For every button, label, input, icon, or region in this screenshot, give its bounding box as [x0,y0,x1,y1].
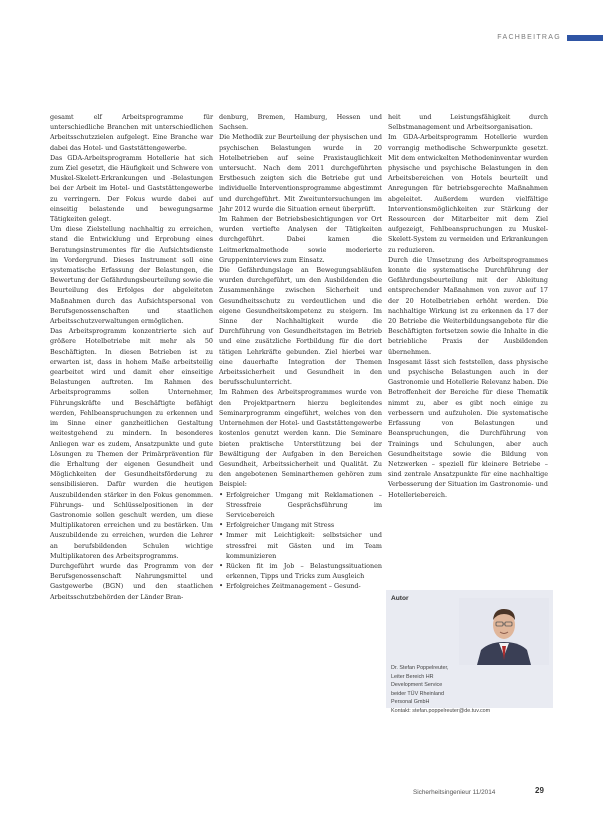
paragraph: Insgesamt lässt sich feststellen, dass physische und psychische Belastungen auch in der Gastronomie und Hotellerie Relevanz haben. Die Betroffenheit der Bereiche für diese Thematik nimmt zu, aber es gibt noch einige zu verbessern und aufzuholen. Die systematische Erfassung von Belastungen und Beanspruchungen, die Durchführung von Trainings und Schulungen, aber auch Gesundheitstage sowie die Bildung von Netzwerken – speziell für kleinere Betriebe – sind zentrale Ansatzpunkte für eine nachhaltige Verbesserung der Situation im Gastronomie- und Hotelleriebereich. [388,357,548,499]
paragraph: Durchgeführt wurde das Programm von der Berufsgenossenschaft Nahrungsmittel und Gastgewerbe (BGN) und den staatlichen Arbeitsschutzbehörden der Länder Bran- [50,561,213,601]
paragraph: Die Gefährdungslage an Bewegungsabläufen wurden durchgeführt, um den Ausbildenden die Zusammenhänge zwischen Sicherheit und Gesundheitsschutz zu verdeutlichen und die eigene Gesundheitskompetenz zu steigern. Im Sinne der Nachhaltigkeit wurde die Durchführung von Gesundheitstagen im Betrieb und eine zusätzliche Fortbildung für die dort tätigen Lehrkräfte gebunden. Ziel hierbei war eine dauerhafte Integration der Themen Arbeitssicherheit und Gesundheit in den berufsschulunterricht. [219,266,382,387]
list-item: • Erfolgreicher Umgang mit Stress [219,520,382,530]
paragraph: Um diese Zielstellung nachhaltig zu erreichen, stand die Entwicklung und Erprobung eines Beratungsinstrumentes für die Aufsichtsdienste im Vordergrund. Dieses Instrument soll eine systematische Erfassung der Belastungen, die Bewertung der Gefährdungsbeurteilung sowie die Beurteilung des Erfolges der abgeleiteten Maßnahmen durch das Aufsichtspersonal von Berufsgenossenschaften und staatlichen Arbeitsschutzverwaltungen ermöglichen. [50,225,213,326]
author-photo [459,598,549,665]
paragraph: gesamt elf Arbeitsprogramme für unterschiedliche Branchen mit unterschiedlichen Arbeitsschutzzielen aufgelegt. Eine Branche war dabei das Hotel- und Gaststättengewerbe. [50,113,213,152]
page-number: 29 [535,786,544,795]
paragraph: Das GDA-Arbeitsprogramm Hotellerie hat sich zum Ziel gesetzt, die Häufigkeit und Schwere von Muskel-Skelett-Erkrankungen und -Belastungen bei der Arbeit im Hotel- und Gaststättengewerbe zu verringern. Der Fokus wurde dabei auf einseitig belastende und bewegungsarme Tätigkeiten gelegt. [50,153,213,224]
paragraph: denburg, Bremen, Hamburg, Hessen und Sachsen. [219,113,382,132]
seminar-topics-list [219,490,382,592]
paragraph: Im Rahmen der Betriebsbesichtigungen vor Ort wurden vertiefte Analysen der Tätigkeiten durchgeführt. Dabei kamen die Leitmerkmalmethode sowie moderierte Gruppeninterviews zum Einsatz. [219,215,382,264]
paragraph: Im Rahmen des Arbeitsprogrammes wurde von den Projektpartnern hierzu begleitendes Seminarprogramm eingeführt, welches von den Unternehmen der Hotel- und Gaststättengewerbe kostenlos genutzt werden kann. Die Seminare bieten praktische Unterstützung bei der Bewältigung der Aufgaben in den Bereichen Gesundheit, Arbeitssicherheit und Qualität. Zu den angebotenen Seminarthemen gehören zum Beispiel: [219,388,382,489]
author-box [386,590,553,714]
author-line: Personal GmbH [391,699,430,706]
list-item: • Rücken fit im Job – Belastungssituationen erkennen, Tipps und Tricks zum Ausgleich [219,561,382,581]
author-heading: Autor [391,595,409,602]
paragraph: heit und Leistungsfähigkeit durch Selbstmanagement und Arbeitsorganisation. [388,113,548,132]
paragraph: Im GDA-Arbeitsprogramm Hotellerie wurden vorrangig methodische Schwerpunkte gesetzt. Mit dem entwickelten Methodeninventar wurden physische und psychische Belastungen in den Arbeitsbereichen von Hotels beurteilt und Anregungen für betriebsgerechte Maßnahmen abgeleitet. Außerdem wurden vielfältige Interventionsmöglichkeiten zur Stärkung der Ressourcen der Mitarbeiter mit dem Ziel aufgezeigt, Fehlbeanspruchungen zu Muskel-Skelett-System zu vermeiden und Erkrankungen zu reduzieren. [388,133,548,254]
author-email[interactable]: Kontakt: stefan.poppelreuter@de.tuv.com [391,707,491,714]
section-label: FACHBEITRAG [497,34,561,41]
list-item: • Immer mit Leichtigkeit: selbstsicher und stressfrei mit Gästen und im Team kommunizieren [219,530,382,561]
list-item: • Erfolgreiches Zeitmanagement – Gesund- [219,581,382,591]
section-accent-bar [567,35,603,41]
author-line: Dr. Stefan Poppelreuter, [391,665,449,671]
author-details [391,664,549,716]
text-column-1 [50,112,213,602]
text-column-2 [219,112,382,592]
author-line: Leiter Bereich HR [391,673,434,680]
text-column-3 [388,112,548,500]
paragraph: Das Arbeitsprogramm konzentrierte sich auf größere Hotelbetriebe mit mehr als 50 Beschäftigten. In diesen Betrieben ist zu erwarten ist, dass in hohem Maße arbeitsteilig gearbeitet wird und damit eher einseitige Belastungen auftreten. Im Rahmen des Arbeitsprogramms sollen Unternehmer, Führungskräfte und Beschäftigte befähigt werden, Fehlbeanspruchungen zu erkennen und im Sinne einer ganzheitlichen Gestaltung weitestgehend zu mindern. In besonderes Anliegen war es zudem, Ansatzpunkte und gute Lösungen zu Themen der Primärprävention für die Erhaltung der eigenen Gesundheit und Möglichkeiten der Gesundheitsförderung zu sensibilisieren. Dafür wurden die heutigen Auszubildenden stärker in den Fokus genommen. Führungs- und Schlüsselpositionen in der Gastronomie sollen geschult werden, um diese Multiplikatoren erreichen und zu bestärken. Um Auszubildende zu erreichen, wurden die Lehrer an berufsbildenden Schulen wichtige Multiplikatoren des Arbeitsprogramms. [50,327,213,560]
author-line: Development Service [391,682,443,689]
publication-footer: Sicherheitsingenieur 11/2014 [413,789,496,796]
paragraph: Die Methodik zur Beurteilung der physischen und psychischen Belastungen wurde in 20 Hotelbetrieben auf seine Praxistauglichkeit untersucht. Nach dem 2011 durchgeführten Erstbesuch zeigten sich die Betriebe gut und individuelle Interventionsprogramme abgestimmt und durchgeführt. Mit Zweituntersuchungen im Jahr 2012 wurde die Situation erneut überprüft. [219,133,382,213]
paragraph: Durch die Umsetzung des Arbeitsprogrammes konnte die systematische Durchführung der Gefährdungsbeurteilung mit der Ableitung entsprechender Maßnahmen von zuvor auf 17 der 20 Hotelbetrieben erhöht werden. Die nachhaltige Wirkung ist zu erkennen da 17 der 20 Betriebe die Weiterbildungsangebote für die Beschäftigten fortsetzen sowie die Inhalte in die betriebliche Praxis der Ausbildenden übernehmen. [388,255,548,356]
author-line: beider TÜV Rheinland [391,690,444,697]
list-item: • Erfolgreicher Umgang mit Reklamationen – Stressfreie Gesprächsführung im Servicebereich [219,490,382,521]
